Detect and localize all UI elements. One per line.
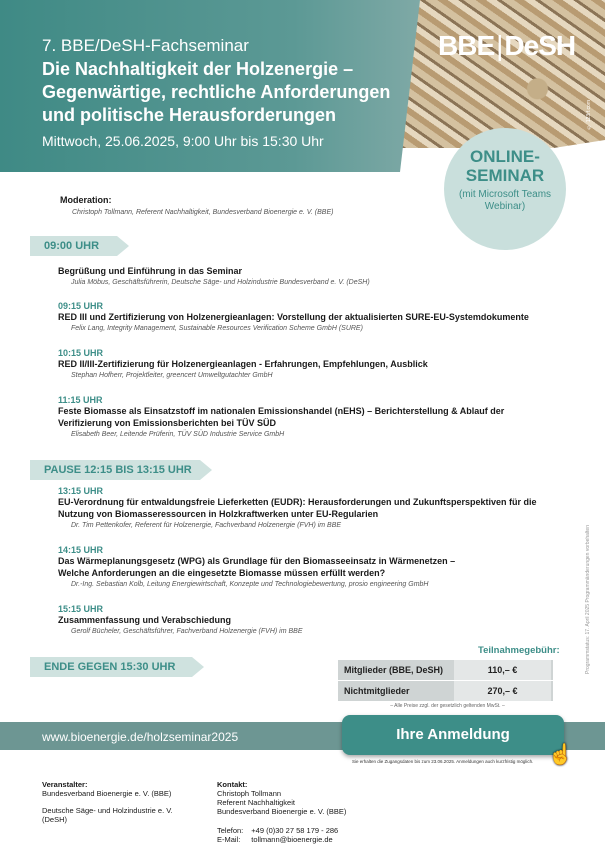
phone-label: Telefon: [217, 826, 244, 835]
program-time: 15:15 UHR [58, 604, 104, 614]
logo-separator: | [496, 30, 503, 61]
fee-price: 110,– € [454, 660, 551, 680]
program-speaker: Dr.-Ing. Sebastian Kolb, Leitung Energiewirtschaft, Konzepte und Technologiebewertung, prosio engineering GmbH [71, 581, 429, 588]
program-title: Zusammenfassung und Verabschiedung [58, 615, 232, 625]
online-line-1: ONLINE- [470, 147, 540, 166]
program-item [58, 545, 455, 588]
fee-price: 270,– € [454, 681, 551, 701]
fee-row-members [338, 660, 553, 680]
program-speaker: Gerolf Bücheler, Geschäftsführer, Fachverband Holzenergie (FVH) im BBE [71, 628, 303, 635]
page-title [42, 58, 402, 127]
contact-role: Referent Nachhaltigkeit [217, 798, 295, 807]
program-title: RED II/III-Zertifizierung für Holzenergieanlagen - Erfahrungen, Empfehlungen, Ausblick [58, 359, 428, 369]
program-speaker: Dr. Tim Pettenkofer, Referent für Holzenergie, Fachverband Holzenergie (FVH) im BBE [71, 522, 342, 529]
program-item [58, 301, 529, 332]
online-line-4: Webinar) [484, 201, 526, 212]
photo-credit: © 123rf.com [586, 100, 592, 130]
program-item [58, 265, 370, 286]
program-time: 10:15 UHR [58, 348, 104, 358]
seminar-date: Mittwoch, 25.06.2025, 9:00 Uhr bis 15:30 Uhr [42, 133, 324, 149]
program-title-line-2: Welche Anforderungen an die eingesetzte Biomasse müssen erfüllt werden? [58, 568, 386, 578]
bbe-desh-logo [438, 30, 575, 62]
pause-banner: PAUSE 12:15 BIS 13:15 UHR [30, 460, 200, 480]
program-title: Feste Biomasse als Einsatzstoff im nationalen Emissionshandel (nEHS) – Berichterstellung & Ablauf der [58, 406, 505, 416]
program-speaker: Felix Lang, Integrity Management, Sustainable Resources Verification Scheme GmbH (SURE) [71, 325, 363, 332]
program-time: 13:15 UHR [58, 486, 104, 496]
online-seminar-badge [444, 128, 566, 250]
online-line-3: (mit Microsoft Teams [458, 189, 552, 200]
organizer-bbe: Bundesverband Bioenergie e. V. (BBE) [42, 789, 172, 798]
start-time-banner: 09:00 UHR [30, 236, 117, 256]
phone-value: +49 (0)30 27 58 179 - 286 [251, 826, 339, 835]
program-title: RED III und Zertifizierung von Holzenergieanlagen: Vorstellung der aktualisierten SURE-EU-Systemdokumente [58, 312, 529, 322]
program-title: EU-Verordnung für entwaldungsfreie Lieferketten (EUDR): Herausforderungen und Zukunftsperspektiven für die [58, 497, 537, 507]
program-item [58, 486, 537, 529]
organizer-label: Veranstalter: [42, 780, 88, 789]
contact-details [217, 826, 346, 844]
email-label: E-Mail: [217, 835, 241, 844]
program-title: Das Wärmeplanungsgesetz (WPG) als Grundlage für den Biomasseeinsatz in Wärmenetzen – [58, 556, 456, 566]
organizer-desh-short: (DeSH) [42, 815, 68, 824]
moderation-text: Christoph Tollmann, Referent Nachhaltigkeit, Bundesverband Bioenergie e. V. (BBE) [72, 209, 334, 216]
organizer-block [42, 780, 173, 824]
seminar-subtitle: 7. BBE/DeSH-Fachseminar [42, 36, 249, 55]
seminar-url-link[interactable]: www.bioenergie.de/holzseminar2025 [42, 730, 239, 744]
online-line-2: SEMINAR [465, 166, 545, 185]
contact-label: Kontakt: [217, 780, 248, 789]
fee-note: – Alle Preise zzgl. der gesetzlich geltenden MwSt. – [390, 703, 505, 709]
fee-label: Teilnahmegebühr: [478, 645, 560, 656]
hand-cursor-icon: ☝ [548, 744, 573, 766]
program-speaker: Stephan Hofherr, Projektleiter, greencert Umweltgutachter GmbH [71, 372, 273, 379]
program-speaker: Julia Möbus, Geschäftsführerin, Deutsche Säge- und Holzindustrie Bundesverband e. V. (DeSH) [71, 279, 370, 286]
fee-row-nonmembers [338, 681, 553, 701]
title-line-2: Gegenwärtige, rechtliche Anforderungen [42, 82, 391, 102]
program-time: 09:15 UHR [58, 301, 104, 311]
program-time: 11:15 UHR [58, 395, 103, 405]
contact-block [217, 780, 346, 816]
moderation-label: Moderation: [60, 195, 112, 205]
title-line-3: und politische Herausforderungen [42, 105, 337, 125]
program-item [58, 348, 428, 379]
fee-group: Nichtmitglieder [344, 686, 410, 696]
end-banner: ENDE GEGEN 15:30 UHR [30, 657, 192, 677]
program-title: Begrüßung und Einführung in das Seminar [58, 266, 242, 276]
program-title-line-2: Nutzung von Biomasseressourcen in Holzkraftwerken unter EU-Regularien [58, 509, 379, 519]
fee-group: Mitglieder (BBE, DeSH) [344, 665, 444, 675]
program-item [58, 604, 303, 635]
program-item [58, 395, 504, 438]
email-link[interactable]: tollmann@bioenergie.de [251, 835, 333, 844]
logo-bbe: BBE [438, 30, 495, 61]
title-line-1: Die Nachhaltigkeit der Holzenergie – [42, 59, 354, 79]
organizer-desh: Deutsche Säge- und Holzindustrie e. V. [42, 806, 173, 815]
program-time: 14:15 UHR [58, 545, 104, 555]
register-note: Sie erhalten die Zugangsdaten bis zum 23.06.2025. Anmeldungen auch kurzfristig möglich. [352, 759, 534, 764]
program-status-note: Programmstatus: 17. April 2025 Programmänderungen vorbehalten [585, 525, 591, 674]
program-title-line-2: Verifizierung von Emissionsberichten bei TÜV SÜD [58, 418, 277, 428]
register-button[interactable]: Ihre Anmeldung [342, 715, 564, 755]
program-speaker: Elisabeth Beer, Leitende Prüferin, TÜV SÜD Industrie Service GmbH [71, 431, 285, 438]
logo-desh: DeSH [504, 30, 576, 61]
contact-name: Christoph Tollmann [217, 789, 282, 798]
contact-org: Bundesverband Bioenergie e. V. (BBE) [217, 807, 347, 816]
